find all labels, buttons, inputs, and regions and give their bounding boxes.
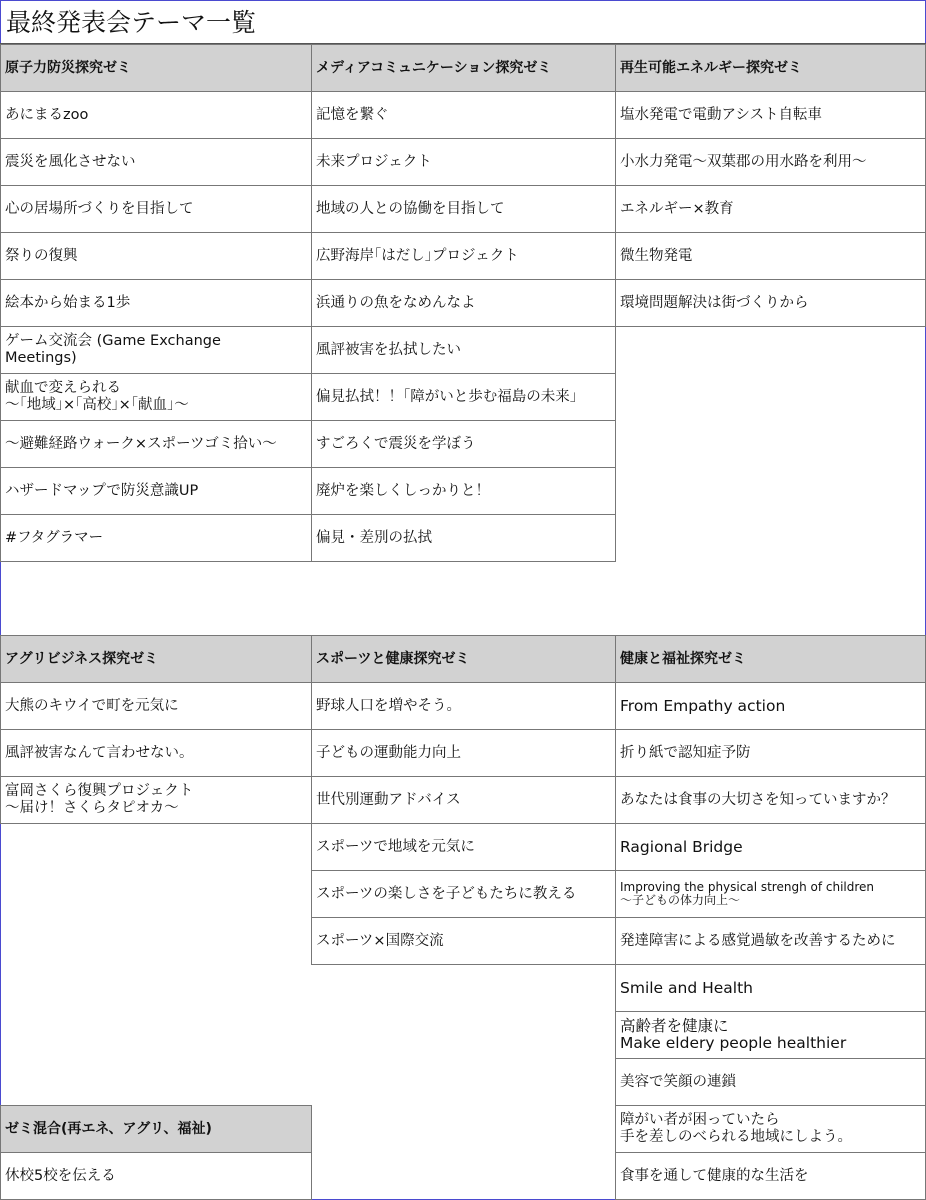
theme-text: 折り紙で認知症予防	[620, 744, 751, 761]
group-header-label: 原子力防災探究ゼミ	[5, 59, 131, 76]
theme-cell	[311, 138, 616, 186]
theme-text: 手を差しのべられる地域にしよう。	[620, 1129, 852, 1145]
theme-cell	[0, 729, 312, 777]
theme-cell	[311, 326, 616, 374]
group-header-label: 健康と福祉探究ゼミ	[620, 650, 746, 667]
theme-cell	[0, 185, 312, 233]
theme-text: 祭りの復興	[5, 247, 78, 264]
group-header-label: アグリビジネス探究ゼミ	[5, 650, 159, 667]
theme-text: #フタグラマー	[5, 529, 104, 546]
theme-text: 震災を風化させない	[5, 153, 136, 170]
theme-text: Improving the physical strengh of children	[620, 880, 875, 894]
theme-text: 子どもの運動能力向上	[316, 744, 461, 761]
group-header-label: 再生可能エネルギー探究ゼミ	[620, 59, 802, 76]
theme-text: あなたは食事の大切さを知っていますか？	[620, 791, 896, 808]
theme-cell	[615, 870, 926, 918]
theme-text: 障がい者が困っていたら	[620, 1112, 780, 1128]
theme-cell	[615, 917, 926, 965]
theme-text: 美容で笑顔の連鎖	[620, 1073, 736, 1090]
theme-text: 浜通りの魚をなめんなよ	[316, 294, 476, 311]
theme-cell	[0, 138, 312, 186]
theme-cell	[311, 232, 616, 280]
theme-cell	[311, 823, 616, 871]
theme-cell	[311, 91, 616, 139]
theme-text: 休校5校を伝える	[5, 1167, 116, 1184]
theme-text: 偏見・差別の払拭	[316, 529, 432, 546]
theme-cell	[615, 682, 926, 730]
theme-cell	[311, 467, 616, 515]
theme-text: Ragional Bridge	[620, 837, 743, 856]
theme-cell	[615, 1105, 926, 1153]
theme-cell	[311, 682, 616, 730]
page-title: 最終発表会テーマ一覧	[6, 8, 257, 37]
theme-cell	[615, 1011, 926, 1059]
theme-text: 発達障害による感覚過敏を改善するために	[620, 932, 896, 949]
theme-text: ～避難経路ウォーク×スポーツゴミ拾い～	[5, 435, 277, 452]
theme-cell	[311, 373, 616, 421]
theme-text: Meetings)	[5, 350, 77, 366]
theme-cell	[615, 185, 926, 233]
theme-text: 塩水発電で電動アシスト自転車	[620, 106, 822, 123]
theme-cell	[615, 1152, 926, 1200]
theme-cell	[615, 91, 926, 139]
theme-cell	[311, 917, 616, 965]
theme-cell	[0, 467, 312, 515]
theme-cell	[615, 964, 926, 1012]
theme-text: ～届け！さくらタピオカ～	[5, 800, 179, 816]
group-header-label: メディアコミュニケーション探究ゼミ	[316, 59, 552, 76]
theme-cell	[615, 1058, 926, 1106]
group-header-label: スポーツと健康探究ゼミ	[316, 650, 470, 667]
theme-cell	[311, 514, 616, 562]
theme-text: 記憶を繋ぐ	[316, 106, 389, 123]
theme-text: 地域の人との協働を目指して	[316, 200, 505, 217]
group-header	[615, 635, 926, 683]
theme-cell	[311, 185, 616, 233]
theme-cell	[615, 776, 926, 824]
theme-text: ～子どもの体力向上～	[620, 893, 741, 907]
group-header	[0, 1105, 312, 1153]
group-header	[311, 635, 616, 683]
theme-text: 環境問題解決は街づくりから	[620, 294, 809, 311]
theme-text: 高齢者を健康に	[620, 1017, 729, 1035]
theme-cell	[311, 776, 616, 824]
theme-cell	[0, 514, 312, 562]
theme-text: あにまるzoo	[5, 106, 89, 123]
theme-text: スポーツ×国際交流	[316, 932, 444, 949]
theme-text: ハザードマップで防災意識UP	[5, 482, 199, 499]
theme-text: 世代別運動アドバイス	[316, 791, 461, 808]
group-header	[0, 44, 312, 92]
theme-cell	[311, 420, 616, 468]
theme-cell	[615, 232, 926, 280]
theme-cell	[615, 279, 926, 327]
theme-text: 未来プロジェクト	[316, 153, 432, 170]
theme-text: エネルギー×教育	[620, 200, 734, 217]
theme-text: 大熊のキウイで町を元気に	[5, 697, 179, 714]
group-header	[311, 44, 616, 92]
theme-text: 富岡さくら復興プロジェクト	[5, 783, 194, 799]
theme-cell	[0, 279, 312, 327]
theme-text: 微生物発電	[620, 247, 693, 264]
theme-cell	[0, 326, 312, 374]
theme-cell	[615, 823, 926, 871]
theme-text: 絵本から始まる1歩	[5, 294, 131, 311]
theme-cell	[311, 870, 616, 918]
theme-text: スポーツで地域を元気に	[316, 838, 475, 855]
theme-text: 広野海岸｢はだし｣プロジェクト	[316, 247, 519, 264]
theme-cell	[615, 138, 926, 186]
theme-text: Smile and Health	[620, 978, 753, 997]
theme-text: スポーツの楽しさを子どもたちに教える	[316, 885, 577, 902]
group-header	[0, 635, 312, 683]
theme-text: ～｢地域｣×｢高校｣×｢献血｣～	[5, 397, 189, 413]
theme-text: 食事を通して健康的な生活を	[620, 1167, 809, 1184]
theme-text: 献血で変えられる	[5, 380, 121, 396]
theme-text: From Empathy action	[620, 696, 786, 715]
theme-text: 風評被害なんて言わせない。	[5, 744, 194, 761]
theme-cell	[311, 279, 616, 327]
theme-cell	[0, 682, 312, 730]
theme-cell	[0, 91, 312, 139]
theme-cell	[0, 232, 312, 280]
theme-text: 心の居場所づくりを目指して	[5, 200, 194, 217]
theme-text: すごろくで震災を学ぼう	[316, 435, 476, 452]
theme-text: ゲーム交流会 (Game Exchange	[5, 333, 221, 349]
theme-cell	[0, 1152, 312, 1200]
group-header-label: ゼミ混合(再エネ、アグリ、福祉)	[5, 1120, 212, 1137]
theme-text: Make eldery people healthier	[620, 1034, 847, 1052]
theme-cell	[311, 729, 616, 777]
theme-text: 野球人口を増やそう。	[316, 697, 461, 714]
theme-cell	[0, 373, 312, 421]
theme-text: 風評被害を払拭したい	[316, 341, 461, 358]
group-header	[615, 44, 926, 92]
theme-text: 小水力発電～双葉郡の用水路を利用～	[620, 153, 867, 170]
theme-cell	[0, 776, 312, 824]
theme-cell	[615, 729, 926, 777]
theme-text: 廃炉を楽しくしっかりと！	[316, 482, 490, 499]
theme-text: 偏見払拭！！｢障がいと歩む福島の未来｣	[316, 388, 577, 405]
theme-cell	[0, 420, 312, 468]
